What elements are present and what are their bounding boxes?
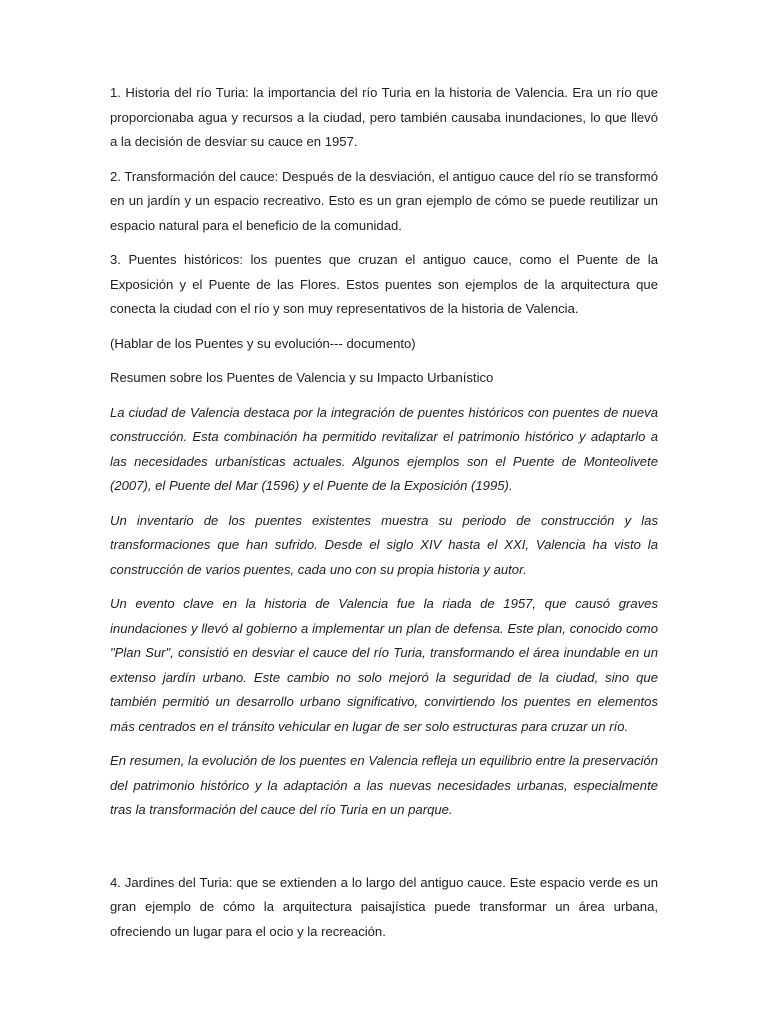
paragraph-transformacion-cauce: 2. Transformación del cauce: Después de la desviación, el antiguo cauce del río se transformó en un jardín y un espacio recreativo. Esto es un gran ejemplo de cómo se puede reutilizar un espacio natural para el beneficio de la comunidad. <box>110 168 658 233</box>
paragraph-spacer <box>110 833 658 871</box>
paragraph-nota-puentes: (Hablar de los Puentes y su evolución--- documento) <box>110 335 416 351</box>
paragraph-en-resumen: En resumen, la evolución de los puentes en Valencia refleja un equilibrio entre la preservación del patrimonio histórico y la adaptación a las nuevas necesidades urbanas, especialmente tras la transformación del cauce del río Turia en un parque. <box>110 753 658 817</box>
paragraph-historia-rio-turia: 1. Historia del río Turia: la importancia del río Turia en la historia de Valencia. Era un río que proporcionaba agua y recursos a la ciudad, pero también causaba inundaciones, lo que llevó a la decisión de desviar su cauce en 1957. <box>110 85 658 149</box>
paragraph-puentes-historicos: 3. Puentes históricos: los puentes que cruzan el antiguo cauce, como el Puente de la Exposición y el Puente de las Flores. Estos puentes son ejemplos de la arquitectura que conecta la ciudad con el río y son muy representativos de la historia de Valencia. <box>110 252 658 316</box>
paragraph-jardines-turia: 4. Jardines del Turia: que se extienden a lo largo del antiguo cauce. Este espacio verde es un gran ejemplo de cómo la arquitectura paisajística puede transformar un área urbana, ofreciendo un lugar para el ocio y la recreación. <box>110 874 658 939</box>
paragraph-resumen-titulo: Resumen sobre los Puentes de Valencia y su Impacto Urbanístico <box>110 370 494 385</box>
paragraph-riada-1957: Un evento clave en la historia de Valencia fue la riada de 1957, que causó graves inundaciones y llevó al gobierno a implementar un plan de defensa. Este plan, conocido como "Plan Sur", consistió en desviar el cauce del río Turia, transformando el área inundable en un extenso jardín urbano. Este cambio no solo mejoró la seguridad de la ciudad, sino que también permitió un desarrollo urbano significativo, convirtiendo los puentes en elementos más centrados en el tránsito vehicular en lugar de ser solo estructuras para cruzar un río. <box>110 596 658 734</box>
paragraph-inventario-puentes: Un inventario de los puentes existentes muestra su periodo de construcción y las transformaciones que han sufrido. Desde el siglo XIV hasta el XXI, Valencia ha visto la construcción de varios puentes, cada uno con su propia historia y autor. <box>110 512 658 577</box>
paragraph-integracion-puentes: La ciudad de Valencia destaca por la integración de puentes históricos con puentes de nueva construcción. Esta combinación ha permitido revitalizar el patrimonio histórico y adaptarlo a las necesidades urbanísticas actuales. Algunos ejemplos son el Puente de Monteolivete (2007), el Puente del Mar (1596) y el Puente de la Exposición (1995). <box>110 404 658 493</box>
